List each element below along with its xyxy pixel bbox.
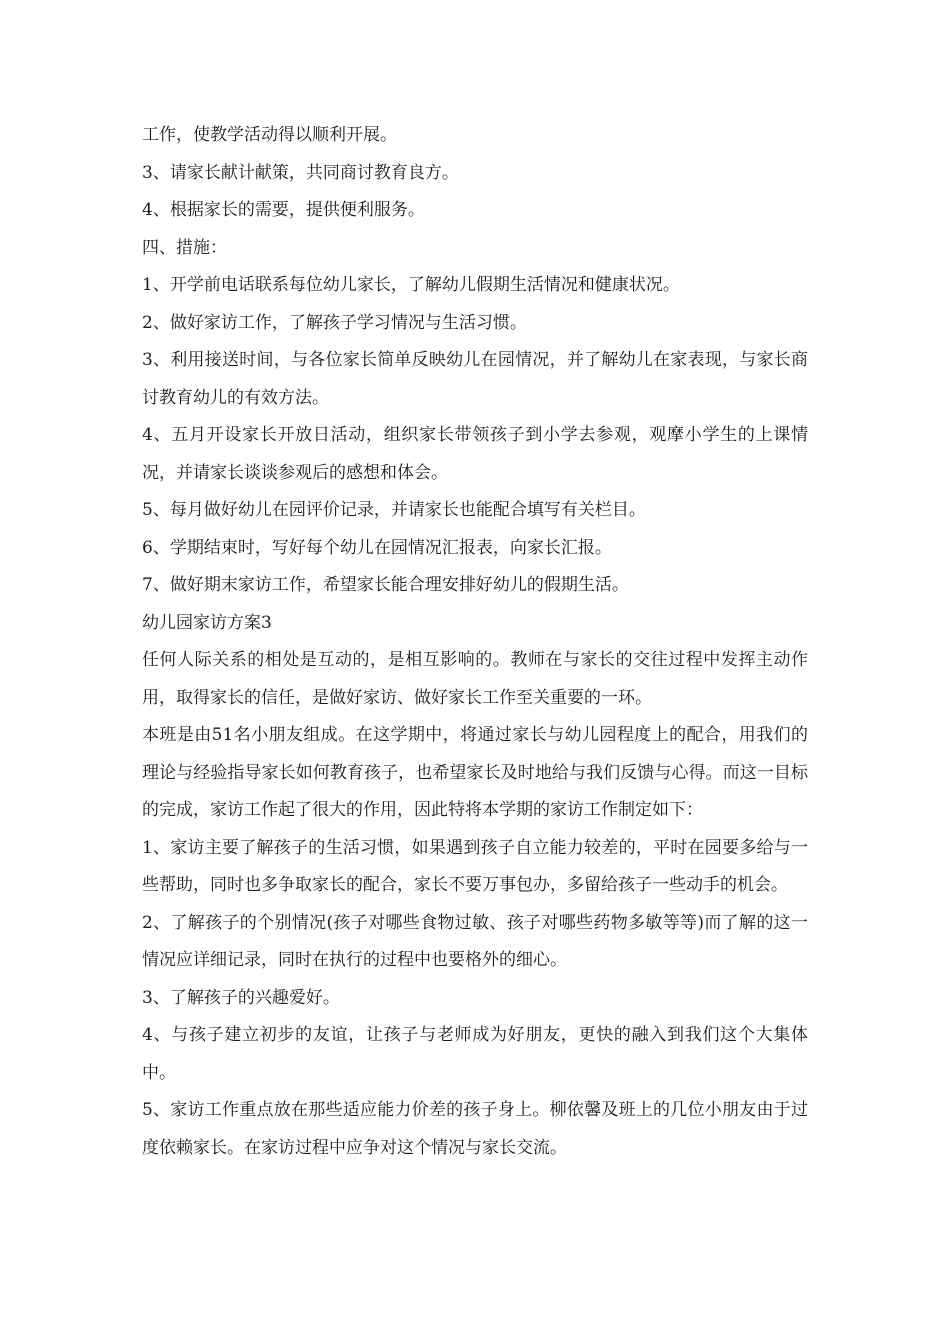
section-title-plan-3: 幼儿园家访方案3 (142, 612, 272, 633)
paragraph-measure-2: 2、做好家访工作，了解孩子学习情况与生活习惯。 (142, 312, 527, 333)
paragraph-measure-1: 1、开学前电话联系每位幼儿家长，了解幼儿假期生活情况和健康状况。 (142, 275, 680, 295)
paragraph-item-4-service: 4、根据家长的需要，提供便利服务。 (142, 200, 425, 220)
paragraph-class-overview: 本班是由51名小朋友组成。在这学期中，将通过家长与幼儿园程度上的配合，用我们的理论与经验指导家长如何教育孩子，也希望家长及时地给与我们反馈与心得。而这一目标的完成，家访工作起了很大的作用，因此特将本学期的家访工作制定如下： (142, 725, 808, 820)
paragraph-measure-4: 4、五月开设家长开放日活动，组织家长带领孩子到小学去参观，观摩小学生的上课情况，并请家长谈谈参观后的感想和体会。 (142, 425, 808, 483)
paragraph-visit-item-3: 3、了解孩子的兴趣爱好。 (142, 987, 340, 1008)
paragraph-measure-5: 5、每月做好幼儿在园评价记录，并请家长也能配合填写有关栏目。 (142, 500, 646, 520)
paragraph-intro-relations: 任何人际关系的相处是互动的，是相互影响的。教师在与家长的交往过程中发挥主动作用，取得家长的信任，是做好家访、做好家长工作至关重要的一环。 (142, 650, 808, 708)
paragraph-visit-item-4: 4、与孩子建立初步的友谊，让孩子与老师成为好朋友，更快的融入到我们这个大集体中。 (142, 1025, 808, 1083)
paragraph-visit-item-1: 1、家访主要了解孩子的生活习惯，如果遇到孩子自立能力较差的，平时在园要多给与一些帮助，同时也多争取家长的配合，家长不要万事包办，多留给孩子一些动手的机会。 (142, 837, 808, 895)
paragraph-item-3-suggestions: 3、请家长献计献策，共同商讨教育良方。 (142, 162, 459, 183)
paragraph-work-continued: 工作，使教学活动得以顺利开展。 (142, 125, 397, 145)
paragraph-visit-item-2: 2、了解孩子的个别情况(孩子对哪些食物过敏、孩子对哪些药物多敏等等)而了解的这一情况应详细记录，同时在执行的过程中也要格外的细心。 (142, 912, 808, 970)
paragraph-measure-6: 6、学期结束时，写好每个幼儿在园情况汇报表，向家长汇报。 (142, 537, 612, 558)
paragraph-measure-7: 7、做好期末家访工作，希望家长能合理安排好幼儿的假期生活。 (142, 575, 629, 595)
document-body (142, 117, 808, 1167)
section-heading-measures: 四、措施： (142, 237, 227, 258)
paragraph-visit-item-5: 5、家访工作重点放在那些适应能力价差的孩子身上。柳依馨及班上的几位小朋友由于过度依赖家长。在家访过程中应争对这个情况与家长交流。 (142, 1100, 808, 1158)
paragraph-measure-3: 3、利用接送时间，与各位家长简单反映幼儿在园情况，并了解幼儿在家表现，与家长商讨教育幼儿的有效方法。 (142, 350, 808, 408)
